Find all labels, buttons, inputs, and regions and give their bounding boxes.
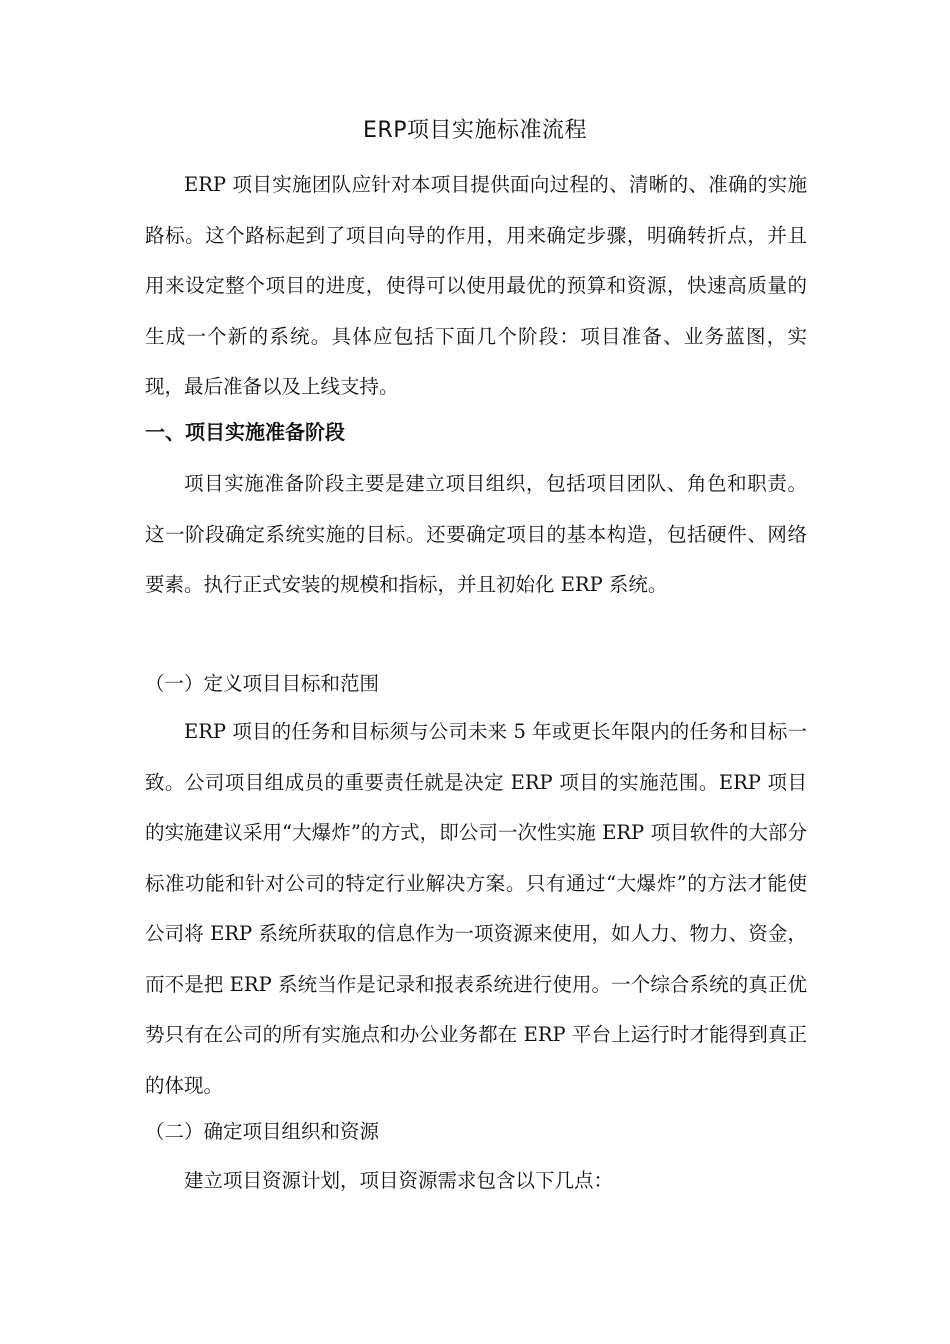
subheading-define-goals: （一）定义项目目标和范围 [145, 672, 380, 695]
section-paragraph-preparation: 项目实施准备阶段主要是建立项目组织，包括项目团队、角色和职责。这一阶段确定系统实施的目标。还要确定项目的基本构造，包括硬件、网络要素。执行正式安装的规模和指标，并且初始化 ERP 系统。 [145, 472, 807, 596]
document-title: ERP项目实施标准流程 [363, 118, 587, 143]
section-heading-preparation: 一、项目实施准备阶段 [145, 420, 345, 444]
subheading-organization-resources: （二）确定项目组织和资源 [145, 1120, 380, 1143]
intro-paragraph: ERP 项目实施团队应针对本项目提供面向过程的、清晰的、准确的实施路标。这个路标起到了项目向导的作用，用来确定步骤，明确转折点，并且用来设定整个项目的进度，使得可以使用最优的预算和资源，快速高质量的生成一个新的系统。具体应包括下面几个阶段：项目准备、业务蓝图，实现，最后准备以及上线支持。 [145, 173, 807, 398]
paragraph-define-goals: ERP 项目的任务和目标须与公司未来 5 年或更长年限内的任务和目标一致。公司项目组成员的重要责任就是决定 ERP 项目的实施范围。ERP 项目的实施建议采用“大爆炸”的方式，即公司一次性实施 ERP 项目软件的大部分标准功能和针对公司的特定行业解决方案。只有通过“大爆炸”的方法才能使公司将 ERP 系统所获取的信息作为一项资源来使用，如人力、物力、资金，而不是把 ERP 系统当作是记录和报表系统进行使用。一个综合系统的真正优势只有在公司的所有实施点和办公业务都在 ERP 平台上运行时才能得到真正的体现。 [145, 720, 807, 1097]
paragraph-organization-resources: 建立项目资源计划，项目资源需求包含以下几点： [184, 1169, 614, 1192]
